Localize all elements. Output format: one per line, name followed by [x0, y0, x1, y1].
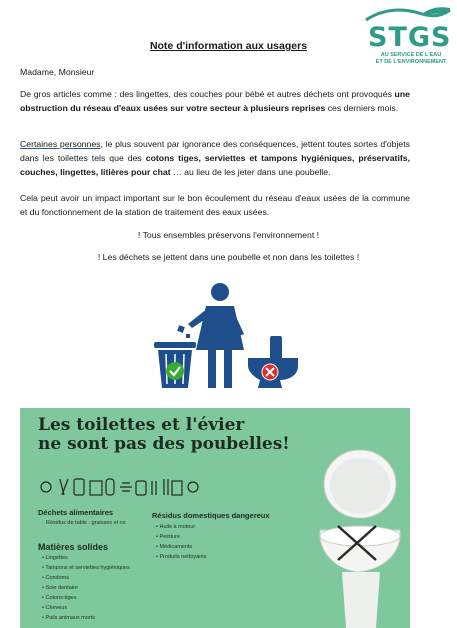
haz-item: • Médicaments	[156, 544, 193, 550]
pack-icon	[136, 481, 146, 495]
poster-headline: Les toilettes et l'évier ne sont pas des poubelles!	[38, 415, 290, 454]
hazardous-waste-title: Résidus domestiques dangereux	[152, 511, 270, 520]
solid-item: • Tampons et serviettes hygiéniques	[42, 565, 130, 571]
haz-item: • Produits nettoyants	[156, 554, 207, 560]
slogan-environment: ! Tous ensembles préservons l'environnement !	[137, 230, 320, 240]
page-title: Note d'information aux usagers	[149, 40, 308, 52]
stgs-logo	[364, 6, 452, 64]
solid-item: • Cheveux	[42, 605, 68, 611]
roll-icon	[188, 482, 198, 492]
waste-icons-row	[38, 473, 213, 497]
box-icon	[90, 481, 102, 495]
fishbone-icon	[60, 479, 68, 495]
solid-matter-title: Matières solides	[38, 542, 109, 552]
trash-can-icon	[154, 342, 196, 388]
paragraph-2: Certaines personnes, le plus souvent par ignorance des conséquences, jettent toutes sortes d'objets dans les toilettes tels que des cotons tiges, serviettes et tampons hygiéniques, préservatifs, couches, lingettes, litières pour chat … au lieu de les jeter dans une poubelle.	[20, 139, 410, 177]
detergent-icon	[106, 479, 114, 495]
paragraph-3: Cela peut avoir un impact important sur le bon écoulement du réseau d'eaux usées de la commune et du fonctionnement de la station de traitement des eaux usées.	[20, 193, 410, 217]
logo-tagline: AU SERVICE DE L'EAU ET DE L'ENVIRONNEMENT	[375, 52, 447, 65]
toilet-icon	[248, 336, 298, 388]
haz-item: • Huile à moteur	[156, 524, 196, 530]
woman-icon	[188, 283, 244, 388]
haz-item: • Peinture	[156, 534, 180, 540]
logo-text: STGS	[368, 22, 452, 53]
slogan-trash: ! Les déchets se jettent dans une poubelle et non dans les toilettes !	[97, 252, 360, 262]
paragraph-1: De gros articles comme : des lingettes, des couches pour bébé et autres déchets ont provoqués une obstruction du réseau d'eaux usées sur votre secteur à plusieurs reprises ces derniers mois.	[20, 89, 410, 113]
solid-item: • Lingettes	[42, 555, 68, 561]
swab-icon	[152, 481, 156, 495]
tissue-icon	[172, 481, 182, 495]
solid-item: • Poils animaux morts	[42, 615, 95, 621]
food-item: Résidus de table : graisses et os	[46, 520, 126, 526]
cotton-swab-icon	[164, 479, 168, 495]
salutation: Madame, Monsieur	[20, 67, 95, 77]
food-waste-title: Déchets alimentaires	[38, 508, 114, 517]
toilet-photo	[308, 444, 408, 628]
bottle-icon	[74, 479, 84, 495]
trash-not-toilet-pictogram	[148, 276, 306, 394]
solid-item: • Condoms	[42, 575, 70, 581]
info-poster	[20, 408, 410, 628]
solid-item: • Cotons-tiges	[42, 595, 77, 601]
apple-core-icon	[41, 482, 51, 492]
wipes-icon	[120, 483, 132, 491]
solid-item: • Soie dentaire	[42, 585, 78, 591]
